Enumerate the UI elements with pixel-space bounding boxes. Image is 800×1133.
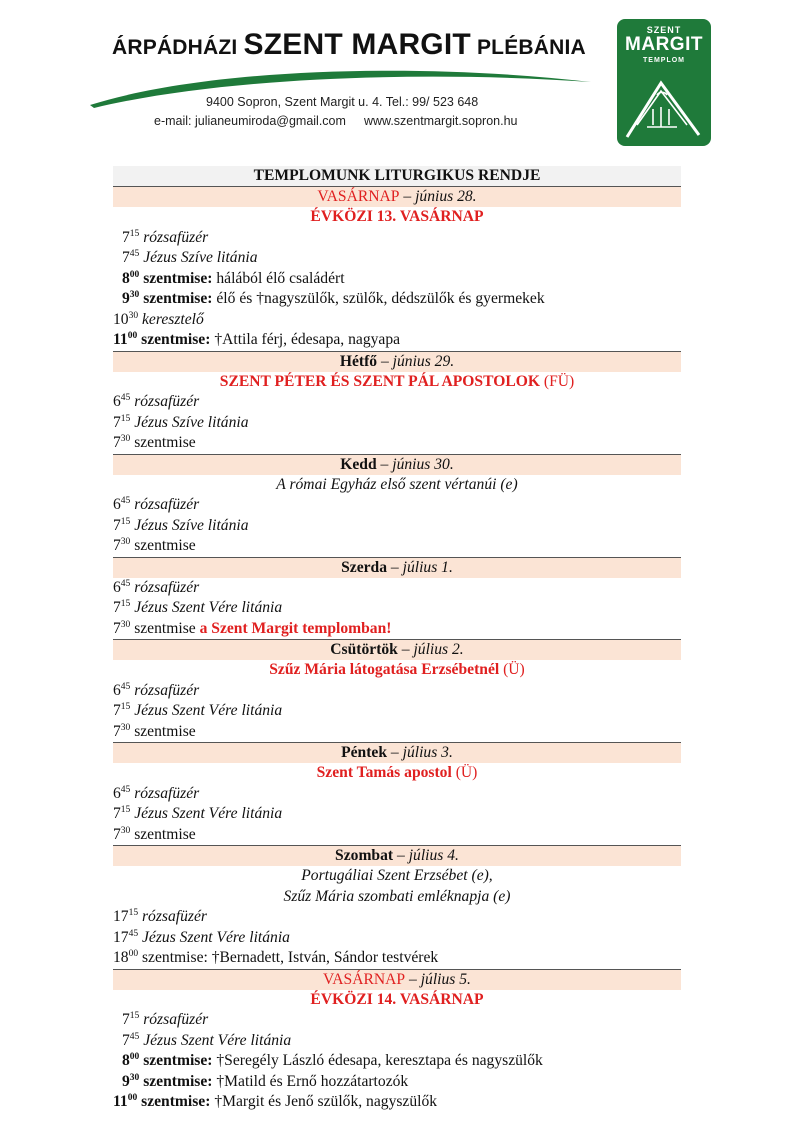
feast-note: A római Egyház első szent vértanúi (e) — [276, 475, 518, 493]
day-name: Hétfő — [339, 352, 378, 370]
day-header — [113, 186, 681, 207]
parish-header — [0, 0, 800, 150]
schedule-item — [113, 619, 681, 640]
website-link[interactable]: www.szentmargit.sopron.hu — [363, 114, 518, 128]
item-label: rózsafüzér — [138, 908, 207, 925]
time-minute: 45 — [120, 681, 131, 692]
time-minute: 45 — [120, 393, 131, 403]
time-minute: 00 — [129, 269, 140, 280]
item-intention: †Attila férj, édesapa, nagyapa — [210, 331, 401, 348]
time-minute: 45 — [120, 496, 131, 506]
schedule-item — [113, 907, 681, 928]
parish-name: ÁRPÁDHÁZI SZENT MARGIT PLÉBÁNIA — [112, 28, 586, 61]
time-hour: 7 — [113, 537, 121, 554]
day-name: VASÁRNAP — [323, 970, 406, 988]
time-minute: 30 — [128, 310, 139, 321]
time-hour: 7 — [122, 228, 130, 246]
feast-note: Szűz Mária szombati emléknapja (e) — [283, 887, 511, 905]
item-label: rózsafüzér — [130, 393, 200, 410]
time-hour: 7 — [113, 825, 121, 843]
item-label: szentmise: — [139, 290, 213, 307]
liturgical-schedule — [113, 166, 681, 1113]
day-name: VASÁRNAP — [317, 188, 400, 205]
address-line: 9400 Sopron, Szent Margit u. 4. Tel.: 99/ 523 648 — [206, 95, 479, 109]
item-label: Jézus Szent Vére litánia — [130, 599, 283, 616]
feast-title: ÉVKÖZI 14. VASÁRNAP — [310, 990, 484, 1008]
time-minute: 15 — [120, 702, 131, 712]
day-header — [113, 742, 681, 763]
time-minute: 30 — [120, 825, 131, 836]
time-hour: 6 — [113, 393, 121, 410]
item-label: rózsafüzér — [130, 578, 200, 596]
item-label: Jézus Szíve litánia — [139, 249, 258, 266]
item-label: rózsafüzér — [130, 496, 200, 513]
time-minute: 30 — [129, 1072, 140, 1083]
schedule-item — [113, 784, 681, 805]
time-hour: 7 — [113, 599, 121, 616]
day-name: Péntek — [341, 744, 388, 761]
time-minute: 30 — [120, 434, 131, 444]
feast-title: Szűz Mária látogatása Erzsébetnél — [269, 661, 500, 678]
time-minute: 45 — [120, 578, 131, 589]
schedule-title: TEMPLOMUNK LITURGIKUS RENDJE — [113, 166, 681, 186]
day-header — [113, 845, 681, 866]
schedule-item — [113, 1031, 681, 1052]
schedule-item — [113, 248, 681, 269]
schedule-item — [113, 701, 681, 722]
day-header — [113, 557, 681, 578]
item-label: szentmise — [130, 722, 196, 740]
time-minute: 15 — [120, 805, 131, 815]
item-intention: hálából élő családért — [212, 269, 345, 287]
feast-name — [113, 372, 681, 393]
item-label: szentmise: — [139, 1072, 213, 1090]
item-label: Jézus Szíve litánia — [130, 413, 249, 431]
schedule-item — [113, 825, 681, 846]
day-date: – július 1. — [387, 558, 453, 576]
item-label: szentmise — [130, 537, 196, 554]
time-hour: 6 — [113, 681, 121, 699]
time-minute: 45 — [129, 249, 140, 259]
item-intention: †Matild és Ernő hozzátartozók — [212, 1072, 409, 1090]
feast-title: SZENT PÉTER ÉS SZENT PÁL APOSTOLOK — [219, 372, 540, 390]
time-minute: 15 — [120, 413, 131, 424]
time-minute: 30 — [120, 537, 131, 547]
time-hour: 7 — [113, 434, 121, 451]
time-hour: 17 — [113, 928, 129, 946]
feast-name — [113, 207, 681, 228]
item-label: Jézus Szíve litánia — [130, 516, 249, 534]
item-intention: †Margit és Jenő szülők, nagyszülők — [210, 1093, 438, 1110]
schedule-item — [113, 598, 681, 619]
schedule-item — [113, 413, 681, 434]
feast-name — [113, 763, 681, 784]
feast-title: Szent Tamás apostol — [316, 764, 452, 781]
schedule-item — [113, 681, 681, 702]
time-hour: 7 — [113, 805, 121, 822]
schedule-item — [113, 1092, 681, 1113]
schedule-item — [113, 228, 681, 249]
time-minute: 30 — [120, 722, 131, 733]
feast-name — [113, 990, 681, 1011]
feast-note: Portugáliai Szent Erzsébet (e), — [301, 867, 493, 884]
time-hour: 8 — [122, 1052, 130, 1069]
time-hour: 7 — [113, 413, 121, 431]
item-label: rózsafüzér — [130, 681, 200, 699]
item-label: rózsafüzér — [130, 784, 200, 802]
day-date: – június 29. — [377, 352, 455, 370]
schedule-item — [113, 392, 681, 413]
schedule-item — [113, 1010, 681, 1031]
time-minute: 00 — [128, 949, 139, 959]
time-hour: 9 — [122, 1072, 130, 1090]
day-date: – július 2. — [397, 641, 464, 658]
time-hour: 18 — [113, 949, 129, 966]
day-date: – július 3. — [387, 744, 453, 761]
time-minute: 30 — [129, 290, 140, 300]
time-hour: 8 — [122, 269, 130, 287]
time-minute: 15 — [129, 228, 140, 239]
day-date: – június 30. — [376, 455, 454, 473]
day-date: – július 5. — [405, 970, 471, 988]
item-label: rózsafüzér — [139, 1011, 209, 1028]
day-header — [113, 969, 681, 990]
day-header — [113, 351, 681, 372]
item-label: szentmise: — [139, 1052, 213, 1069]
time-hour: 6 — [113, 578, 121, 596]
day-date: – június 28. — [399, 188, 477, 205]
schedule-item — [113, 289, 681, 310]
schedule-item — [113, 536, 681, 557]
item-intention: †Seregély László édesapa, keresztapa és nagyszülők — [212, 1052, 543, 1069]
item-label: Jézus Szent Vére litánia — [139, 1031, 292, 1049]
item-label: Jézus Szent Vére litánia — [138, 928, 290, 946]
item-label: rózsafüzér — [139, 228, 209, 246]
feast-rank: (Ü) — [499, 661, 525, 678]
day-header — [113, 639, 681, 660]
feast-rank: (FÜ) — [540, 372, 575, 390]
time-hour: 10 — [113, 310, 129, 328]
item-intention: †Bernadett, István, Sándor testvérek — [207, 949, 439, 966]
item-label: szentmise: — [139, 269, 213, 287]
time-hour: 11 — [113, 331, 128, 348]
time-minute: 15 — [129, 1011, 140, 1021]
time-hour: 7 — [113, 619, 121, 637]
time-hour: 6 — [113, 784, 121, 802]
item-label: szentmise: — [137, 331, 211, 348]
time-minute: 45 — [129, 1031, 140, 1042]
time-minute: 00 — [127, 1093, 138, 1103]
item-intention: élő és †nagyszülők, szülők, dédszülők és gyermekek — [212, 290, 545, 307]
church-logo: SZENT MARGIT TEMPLOM — [617, 19, 711, 146]
time-hour: 7 — [122, 1031, 130, 1049]
feast-name — [113, 660, 681, 681]
schedule-item — [113, 804, 681, 825]
email-text: e-mail: julianeumiroda@gmail.com — [154, 114, 346, 128]
time-hour: 7 — [122, 249, 130, 266]
schedule-item — [113, 722, 681, 743]
time-hour: 17 — [113, 908, 129, 925]
time-hour: 9 — [122, 290, 130, 307]
time-hour: 6 — [113, 496, 121, 513]
item-label: Jézus Szent Vére litánia — [130, 805, 283, 822]
schedule-item — [113, 578, 681, 599]
schedule-item — [113, 495, 681, 516]
time-minute: 15 — [120, 516, 131, 527]
time-minute: 00 — [129, 1052, 140, 1062]
time-hour: 7 — [122, 1011, 130, 1028]
schedule-item — [113, 269, 681, 290]
schedule-item — [113, 516, 681, 537]
church-drawing-icon — [623, 65, 705, 143]
item-note: a Szent Margit templomban! — [195, 619, 392, 637]
time-hour: 7 — [113, 702, 121, 719]
schedule-item — [113, 310, 681, 331]
schedule-item — [113, 948, 681, 969]
time-minute: 15 — [120, 599, 131, 609]
day-name: Szerda — [341, 558, 388, 576]
schedule-item — [113, 330, 681, 351]
day-name: Kedd — [340, 455, 377, 473]
item-label: szentmise — [130, 825, 196, 843]
item-label: keresztelő — [138, 310, 204, 328]
time-hour: 7 — [113, 516, 121, 534]
item-label: Jézus Szent Vére litánia — [130, 702, 283, 719]
item-label: szentmise — [130, 619, 196, 637]
time-minute: 15 — [128, 908, 139, 918]
item-label: szentmise: — [137, 1093, 211, 1110]
schedule-item — [113, 1051, 681, 1072]
day-name: Csütörtök — [330, 641, 398, 658]
time-hour: 11 — [113, 1093, 128, 1110]
schedule-item — [113, 433, 681, 454]
item-label: szentmise: — [138, 949, 208, 966]
time-minute: 45 — [128, 928, 139, 939]
schedule-item — [113, 928, 681, 949]
time-minute: 30 — [120, 619, 131, 630]
feast-rank: (Ü) — [451, 764, 478, 781]
day-header — [113, 454, 681, 475]
day-name: Szombat — [335, 847, 394, 864]
day-date: – július 4. — [393, 847, 459, 864]
time-minute: 00 — [127, 331, 138, 341]
time-hour: 7 — [113, 722, 121, 740]
feast-title: ÉVKÖZI 13. VASÁRNAP — [310, 208, 484, 225]
schedule-item — [113, 1072, 681, 1093]
time-minute: 45 — [120, 784, 131, 795]
item-label: szentmise — [130, 434, 196, 451]
